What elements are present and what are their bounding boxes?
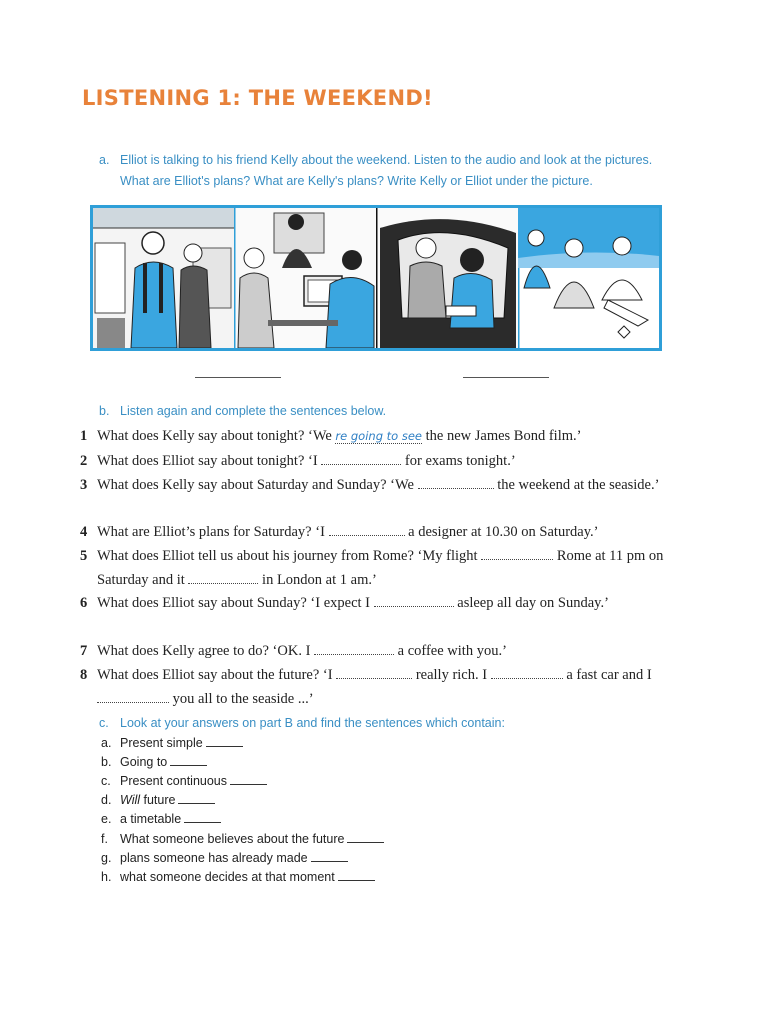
answer-blank[interactable] (336, 668, 412, 679)
picture-strip (90, 205, 662, 351)
answer-blank[interactable] (374, 596, 454, 607)
answer-blank[interactable] (338, 871, 375, 881)
answer-blank[interactable] (491, 668, 563, 679)
answer-blank[interactable] (97, 692, 169, 703)
question-number: 4 (80, 524, 88, 540)
answer-blank[interactable] (206, 737, 243, 747)
part-b-letter: b. (99, 404, 110, 418)
question-text: Rome at 11 pm on Saturday and it (97, 548, 664, 588)
item-label: What someone believes about the future (120, 832, 345, 846)
question-1 (80, 425, 670, 449)
part-c-item-c (101, 772, 267, 791)
item-label: Going to (120, 755, 168, 769)
answer-blank[interactable] (321, 454, 401, 465)
question-4 (80, 521, 670, 545)
question-text: really rich. I (412, 667, 491, 683)
question-number: 6 (80, 595, 88, 611)
part-c-item-b (101, 753, 207, 772)
item-letter: b. (101, 755, 112, 769)
handwritten-answer[interactable]: re going to see (335, 429, 422, 443)
part-c-item-f (101, 830, 384, 849)
answer-blank[interactable] (347, 833, 384, 843)
item-letter: a. (101, 736, 112, 750)
question-text: asleep all day on Sunday.’ (453, 595, 609, 611)
question-8 (80, 664, 670, 711)
item-letter: g. (101, 851, 112, 865)
item-label: Present continuous (120, 774, 228, 788)
answer-blank[interactable] (188, 573, 258, 584)
answer-blank[interactable] (314, 644, 394, 655)
question-text: a designer at 10.30 on Saturday.’ (404, 524, 599, 540)
part-b-instruction (99, 401, 387, 422)
question-text: What does Kelly say about Saturday and Sunday? ‘We (97, 477, 418, 493)
picture-seaside (518, 208, 659, 348)
question-text: a fast car and I (562, 667, 652, 683)
part-c-letter: c. (99, 716, 109, 730)
answer-blank[interactable] (184, 813, 221, 823)
item-letter: d. (101, 793, 112, 807)
answer-blank[interactable] (481, 549, 553, 560)
question-text: What does Elliot tell us about his journey from Rome? ‘My flight (97, 548, 482, 564)
picture-car (376, 208, 518, 348)
part-c-item-g (101, 849, 348, 868)
question-7 (80, 640, 670, 664)
question-text: the new James Bond film.’ (422, 428, 582, 444)
answer-blank[interactable] (418, 478, 494, 489)
answer-blank[interactable] (329, 525, 405, 536)
part-c-instruction (99, 713, 505, 734)
answer-blank[interactable] (311, 852, 348, 862)
part-c-text: Look at your answers on part B and find the sentences which contain: (120, 716, 505, 730)
question-2 (80, 450, 670, 474)
item-label: a timetable (120, 812, 182, 826)
question-text: What does Kelly agree to do? ‘OK. I (97, 643, 315, 659)
question-number: 1 (80, 428, 88, 444)
question-3 (80, 474, 670, 498)
question-text: for exams tonight.’ (401, 453, 516, 469)
item-letter: e. (101, 812, 112, 826)
item-label-italic: Will (120, 793, 141, 807)
question-text: a coffee with you.’ (394, 643, 507, 659)
item-label: Present simple (120, 736, 203, 750)
answer-blank[interactable] (170, 756, 207, 766)
answer-blank[interactable] (230, 775, 267, 785)
question-text: What are Elliot’s plans for Saturday? ‘I (97, 524, 329, 540)
part-c-item-d (101, 791, 215, 810)
part-a-instruction (99, 150, 680, 192)
question-text: What does Elliot say about the future? ‘I (97, 667, 337, 683)
question-text: the weekend at the seaside.’ (493, 477, 660, 493)
item-letter: f. (101, 832, 108, 846)
question-text: in London at 1 am.’ (258, 571, 377, 588)
item-letter: c. (101, 774, 111, 788)
answer-line-right[interactable] (463, 377, 549, 378)
question-text: you all to the seaside ...’ (169, 690, 314, 707)
part-c-item-h (101, 868, 375, 887)
item-label: what someone decides at that moment (120, 870, 335, 884)
question-text: What does Elliot say about tonight? ‘I (97, 453, 322, 469)
question-text: What does Elliot say about Sunday? ‘I expect I (97, 595, 374, 611)
item-letter: h. (101, 870, 112, 884)
question-text: What does Kelly say about tonight? ‘We (97, 428, 336, 444)
answer-blank[interactable] (178, 794, 215, 804)
worksheet-title: LISTENING 1: THE WEEKEND! (82, 86, 433, 110)
item-label: plans someone has already made (120, 851, 308, 865)
question-number: 7 (80, 643, 88, 659)
part-a-text: Elliot is talking to his friend Kelly about the weekend. Listen to the audio and look at the pictures. What are Elliot's plans? What are Kelly's plans? Write Kelly or Elliot under the picture. (120, 153, 653, 188)
question-number: 2 (80, 453, 88, 469)
part-c-item-a (101, 734, 243, 753)
question-5 (80, 545, 670, 592)
picture-airport (93, 208, 234, 348)
item-label: future (140, 793, 176, 807)
question-6 (80, 592, 670, 616)
answer-line-left[interactable] (195, 377, 281, 378)
part-c-item-e (101, 810, 221, 829)
picture-office (234, 208, 376, 348)
part-b-text: Listen again and complete the sentences below. (120, 404, 387, 418)
part-a-letter: a. (99, 153, 110, 167)
question-number: 3 (80, 477, 88, 493)
question-number: 8 (80, 667, 88, 683)
question-number: 5 (80, 548, 88, 564)
